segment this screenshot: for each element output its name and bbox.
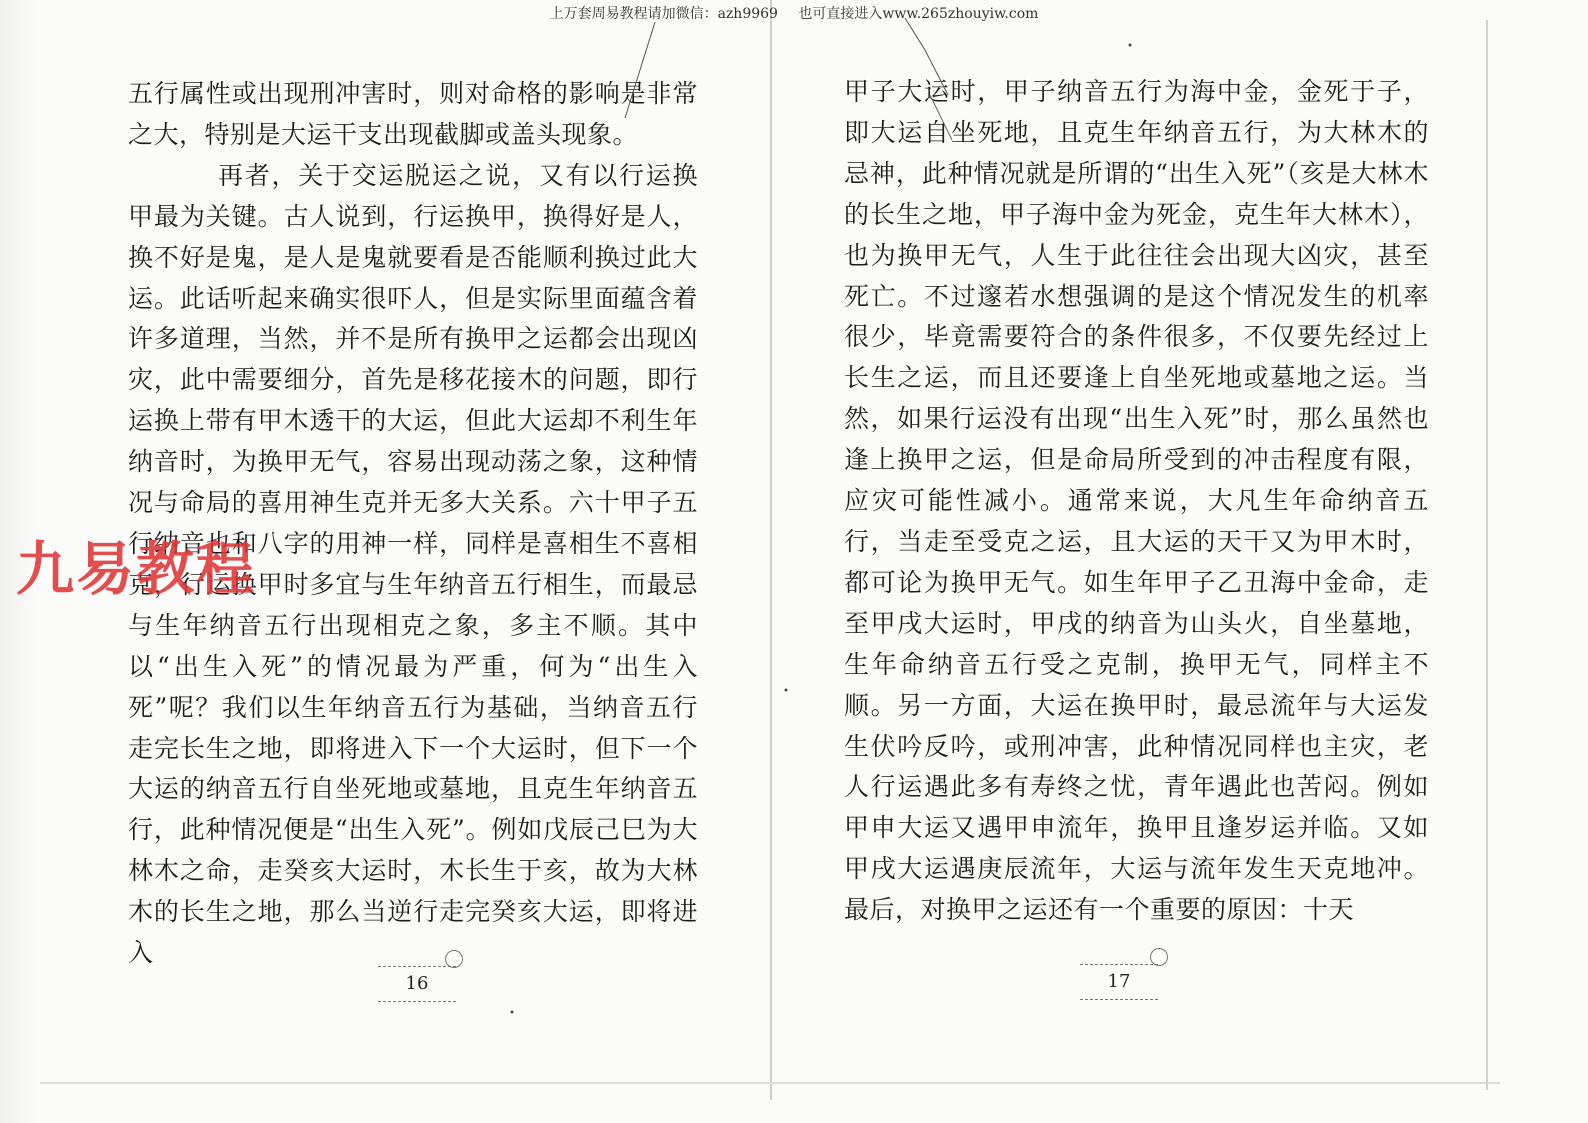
watermark-logo: 九易教程 — [16, 535, 257, 603]
site-text: 也可直接进入www.265zhouyiw.com — [798, 6, 1039, 22]
promo-text: 上万套周易教程请加微信：azh9969 — [549, 6, 778, 22]
left-paragraph-2: 再者，关于交运脱运之说，又有以行运换甲最为关键。古人说到，行运换甲，换得好是人，换不好是鬼，是人是鬼就要看是否能顺利换过此大运。此话听起来确实很吓人，但是实际里面蕴含着许多道理，当然，并不是所有换甲之运都会出现凶灾，此中需要细分，首先是移花接木的问题，即行运换上带有甲木透干的大运，但此大运却不利生年纳音时，为换甲无气，容易出现动荡之象，这种情况与命局的喜用神生克并无多大关系。六十甲子五行纳音也和八字的用神一样，同样是喜相生不喜相克，行运换甲时多宜与生年纳音五行相生，而最忌与生年纳音五行出现相克之象，多主不顺。其中以“出生入死”的情况最为严重，何为“出生入死”呢？我们以生年纳音五行为基础，当纳音五行走完长生之地，即将进入下一个大运时，但下一个大运的纳音五行自坐死地或墓地，且克生年纳音五行，此种情况便是“出生入死”。例如戊辰己巳为大林木之命，走癸亥大运时，木长生于亥，故为大林木的长生之地，那么当逆行走完癸亥大运，即将进入 — [128, 160, 698, 968]
page-number-right: 17 — [1080, 964, 1158, 1000]
left-paragraph-1: 五行属性或出现刑冲害时，则对命格的影响是非常之大，特别是大运干支出现截脚或盖头现象。 — [128, 79, 698, 149]
page-number-left: 16 — [378, 966, 456, 1002]
right-paragraph-1: 甲子大运时，甲子纳音五行为海中金，金死于子，即大运自坐死地，且克生年纳音五行，为大林木的忌神，此种情况就是所谓的“出生入死”（亥是大林木的长生之地，甲子海中金为死金，克生年大林木），也为换甲无气，人生于此往往会出现大凶灾，甚至死亡。不过邃若水想强调的是这个情况发生的机率很少，毕竟需要符合的条件很多，不仅要先经过上长生之运，而且还要逢上自坐死地或墓地之运。当然，如果行运没有出现“出生入死”时，那么虽然也逢上换甲之运，但是命局所受到的冲击程度有限，应灾可能性减小。通常来说，大凡生年命纳音五行，当走至受克之运，且大运的天干又为甲木时，都可论为换甲无气。如生年甲子乙丑海中金命，走至甲戌大运时，甲戌的纳音为山头火，自坐墓地，生年命纳音五行受之克制，换甲无气，同样主不顺。另一方面，大运在换甲时，最忌流年与大运发生伏吟反吟，或刑冲害，此种情况同样也主灾，老人行运遇此多有寿终之忧，青年遇此也苦闷。例如甲申大运又遇甲申流年，换甲且逢岁运并临。又如甲戌大运遇庚辰流年，大运与流年发生天克地冲。最后，对换甲之运还有一个重要的原因：十天 — [844, 77, 1429, 925]
